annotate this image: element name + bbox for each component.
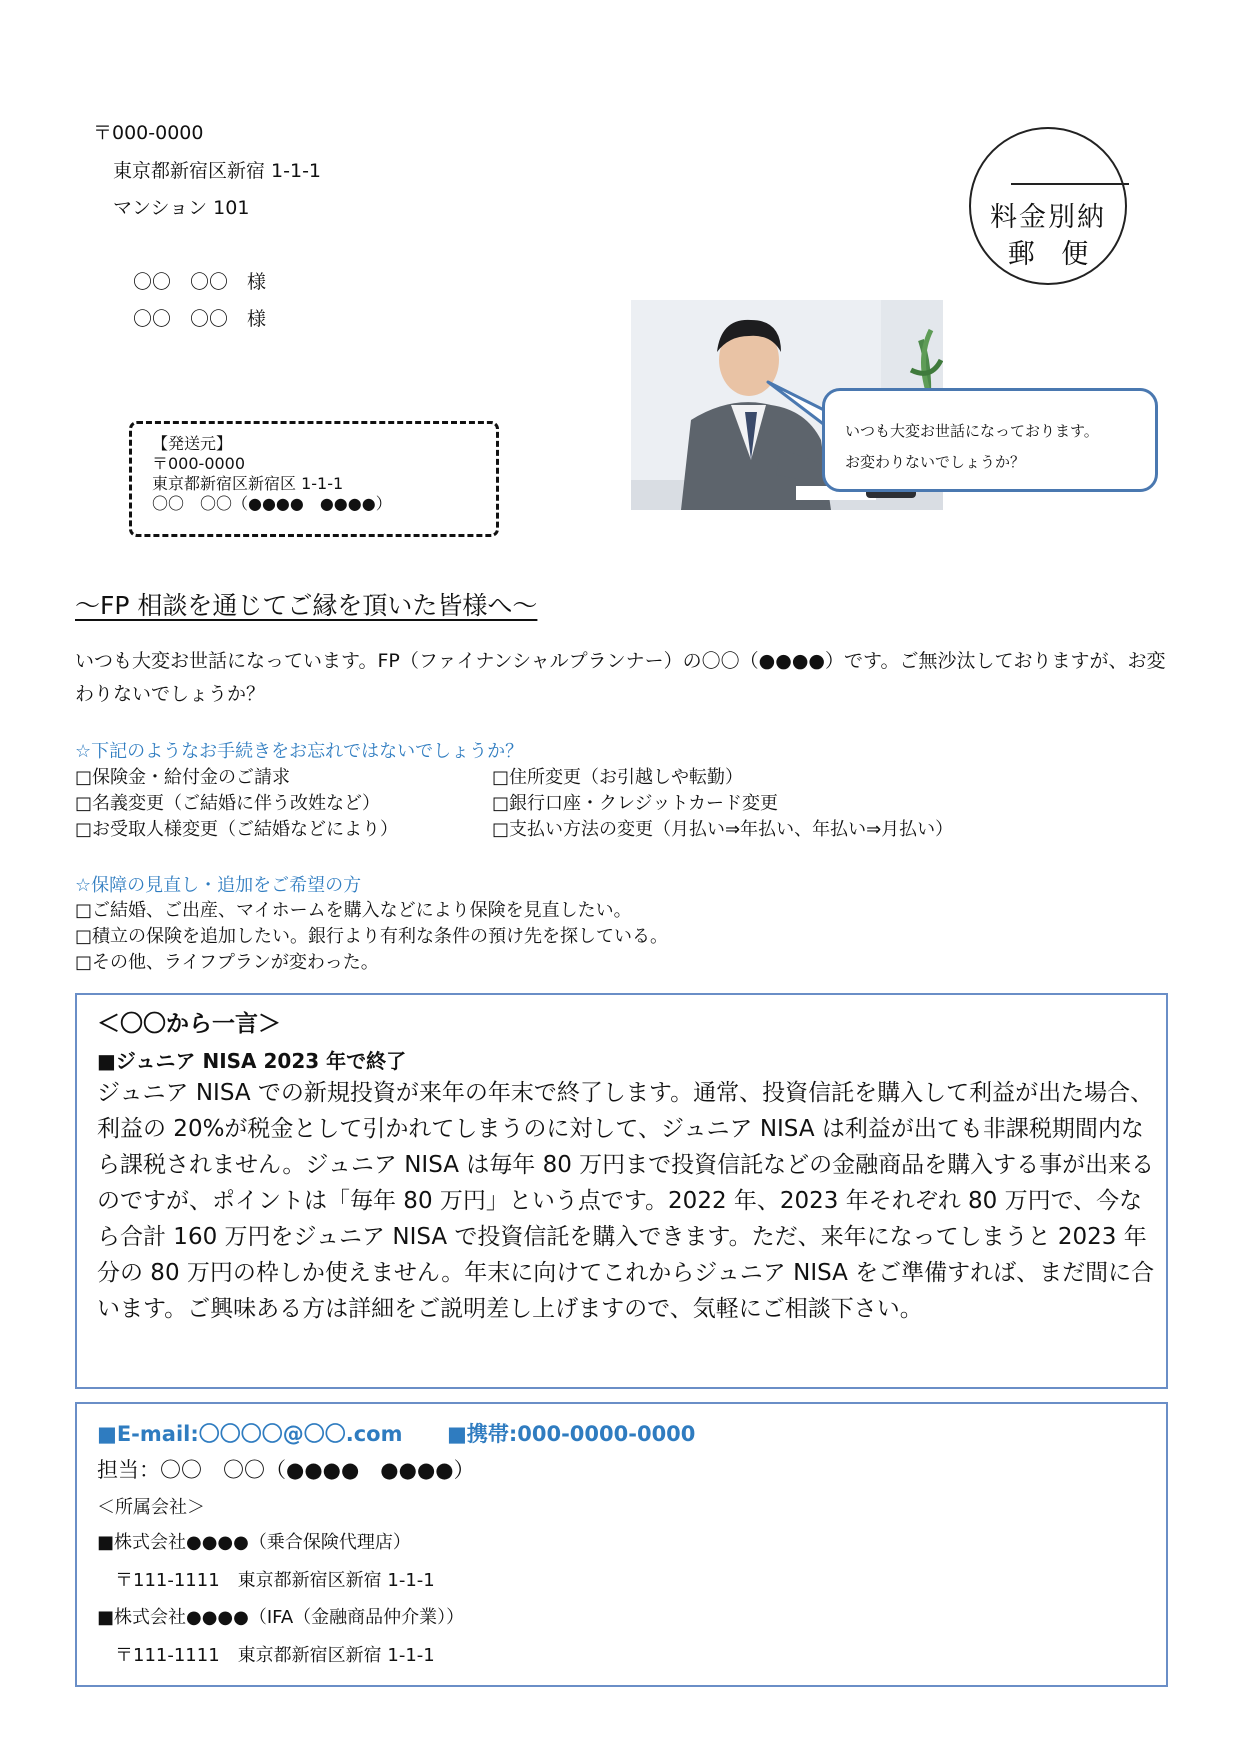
company-2-address: 〒111-1111 東京都新宿区新宿 1-1-1 <box>115 1645 435 1666</box>
checklist-item: □積立の保険を追加したい。銀行より有利な条件の預け先を探している。 <box>75 926 669 947</box>
checklist-item: □お受取人様変更（ご結婚などにより） <box>75 819 399 840</box>
stamp-divider <box>1011 183 1129 185</box>
sender-box <box>129 421 499 537</box>
speech-bubble <box>822 388 1158 492</box>
message-box-body: ジュニア NISA での新規投資が来年の年末で終了します。通常、投資信託を購入して利益が出た場合、利益の 20%が税金として引かれてしまうのに対して、ジュニア NISA は利益が出ても非課税期間内なら課税されません。ジュニア NISA は毎年 80 万円まで投資信託などの金融商品を購入する事が出来るのですが、ポイントは「毎年 80 万円」という点です。2022 年、2023 年それぞれ 80 万円で、今なら合計 160 万円をジュニア NISA で投資信託を購入できます。ただ、来年になってしまうと 2023 年分の 80 万円の枠しか使えません。年末に向けてこれからジュニア NISA をご準備すれば、まだ間に合います。ご興味ある方は詳細をご説明差し上げますので、気軽にご相談下さい。 <box>97 1080 1155 1322</box>
procedures-title: ☆下記のようなお手続きをお忘れではないでしょうか？ <box>75 741 524 762</box>
company-1: ■株式会社●●●●（乗合保険代理店） <box>97 1532 411 1553</box>
review-title: ☆保障の見直し・追加をご希望の方 <box>75 875 362 896</box>
recipient-address-line2: マンション 101 <box>113 197 250 219</box>
checklist-item: □支払い方法の変更（月払い⇒年払い、年払い⇒月払い） <box>492 819 954 840</box>
checklist-item: □ご結婚、ご出産、マイホームを購入などにより保険を見直したい。 <box>75 900 632 921</box>
checklist-item: □住所変更（お引越しや転勤） <box>492 767 744 788</box>
recipient-name-1: 〇〇 〇〇 様 <box>133 271 267 293</box>
page-heading: ～FP 相談を通じてご縁を頂いた皆様へ～ <box>75 591 538 620</box>
recipient-address-line1: 東京都新宿区新宿 1-1-1 <box>113 160 322 182</box>
recipient-postal-code: 〒000-0000 <box>93 122 204 144</box>
procedures-right-column <box>492 765 953 843</box>
checklist-item: □その他、ライフプランが変わった。 <box>75 952 379 973</box>
sender-label: 【発送元】 <box>152 434 233 453</box>
recipient-name-2: 〇〇 〇〇 様 <box>133 308 267 330</box>
postage-stamp <box>969 127 1127 285</box>
speech-bubble-line2: お変わりないでしょうか？ <box>845 453 1026 471</box>
message-box <box>75 993 1168 1389</box>
checklist-item: □保険金・給付金のご請求 <box>75 767 291 788</box>
contact-email: ■E-mail:〇〇〇〇@〇〇.com <box>97 1422 403 1446</box>
stamp-text-line2: 郵 便 <box>1007 239 1089 270</box>
contact-mobile: ■携帯:000-0000-0000 <box>447 1422 696 1446</box>
review-list <box>75 898 668 976</box>
intro-paragraph: いつも大変お世話になっています。FP（ファイナンシャルプランナー）の〇〇（●●●●）です。ご無沙汰しておりますが、お変わりないでしょうか？ <box>75 650 1166 705</box>
message-box-subtitle: ■ジュニア NISA 2023 年で終了 <box>97 1049 407 1073</box>
sender-postal-code: 〒000-0000 <box>152 454 246 473</box>
company-label: ＜所属会社＞ <box>97 1497 205 1518</box>
speech-bubble-line1: いつも大変お世話になっております。 <box>845 422 1099 440</box>
sender-address: 東京都新宿区新宿区 1-1-1 <box>152 474 344 493</box>
sender-name: 〇〇 〇〇（●●●● ●●●●） <box>152 494 392 513</box>
stamp-text-line1: 料金別納 <box>990 202 1106 233</box>
contact-box <box>75 1402 1168 1687</box>
contact-person: 担当：〇〇 〇〇（●●●● ●●●●） <box>97 1458 475 1482</box>
company-1-address: 〒111-1111 東京都新宿区新宿 1-1-1 <box>115 1570 435 1591</box>
procedures-left-column <box>75 765 398 843</box>
checklist-item: □銀行口座・クレジットカード変更 <box>492 793 779 814</box>
company-2: ■株式会社●●●●（IFA（金融商品仲介業）） <box>97 1607 465 1628</box>
message-box-title: ＜〇〇から一言＞ <box>97 1011 281 1037</box>
checklist-item: □名義変更（ご結婚に伴う改姓など） <box>75 793 381 814</box>
